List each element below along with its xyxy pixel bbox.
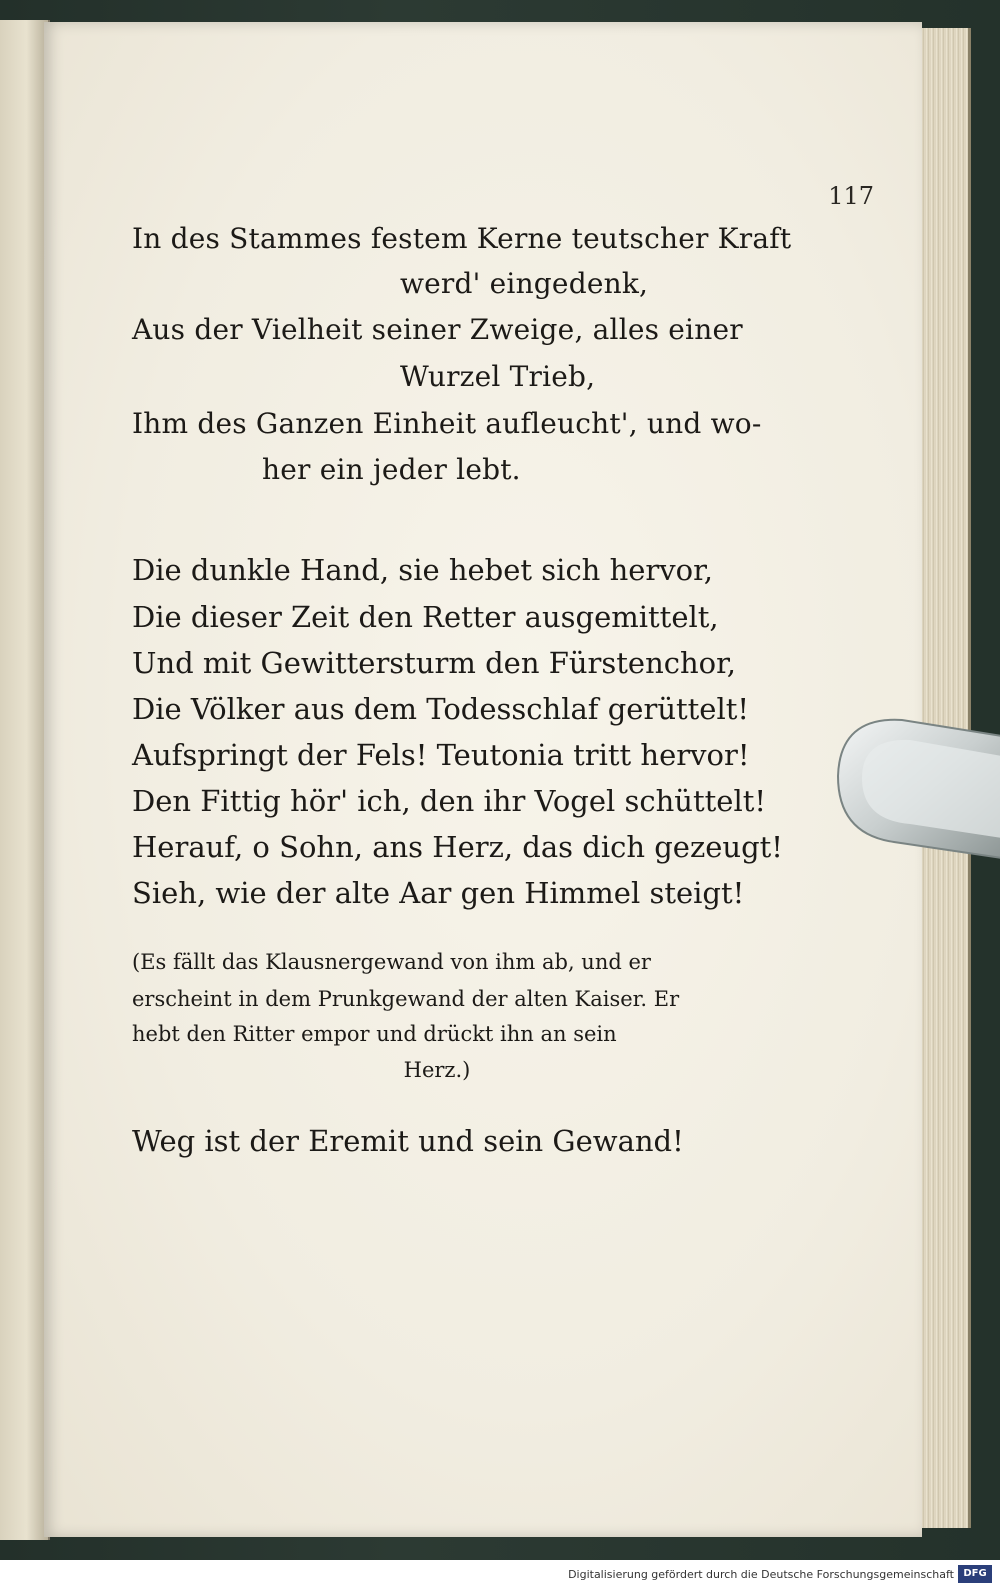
verse-line: Ihm des Ganzen Einheit aufleucht', und wo- [132,407,762,440]
stanza-line: Den Fittig hör' ich, den ihr Vogel schüttelt! [132,784,767,818]
stanza-line: Aufspringt der Fels! Teutonia tritt hervor! [132,738,750,772]
verse-line: werd' eingedenk, [400,267,649,300]
stage-direction-line: erscheint in dem Prunkgewand der alten Kaiser. Er [132,987,680,1011]
verse-line: her ein jeder lebt. [262,453,521,486]
verse-line: Wurzel Trieb, [400,360,596,393]
verse-line: In des Stammes festem Kerne teutscher Kraft [132,222,792,255]
final-verse-line: Weg ist der Eremit und sein Gewand! [132,1124,684,1158]
stanza-line: Sieh, wie der alte Aar gen Himmel steigt! [132,876,745,910]
stanza-line: Herauf, o Sohn, ans Herz, das dich gezeugt! [132,830,783,864]
stage-direction-line: (Es fällt das Klausnergewand von ihm ab, und er [132,950,651,974]
digitization-credit: Digitalisierung gefördert durch die Deutsche Forschungsgemeinschaft [568,1568,954,1581]
verse-line: Aus der Vielheit seiner Zweige, alles einer [132,313,743,346]
stanza-line: Und mit Gewittersturm den Fürstenchor, [132,646,737,680]
left-page-edge [0,20,50,1540]
page-clip-icon [832,716,1000,866]
stanza-line: Die Völker aus dem Todesschlaf gerüttelt! [132,692,750,726]
stanza-line: Die dunkle Hand, sie hebet sich hervor, [132,553,714,587]
page-number: 117 [828,182,874,210]
stage-direction-line: hebt den Ritter empor und drückt ihn an sein [132,1022,617,1046]
stage-direction-line: Herz.) [403,1058,471,1082]
stanza-line: Die dieser Zeit den Retter ausgemittelt, [132,600,719,634]
dfg-logo: DFG [958,1565,992,1583]
